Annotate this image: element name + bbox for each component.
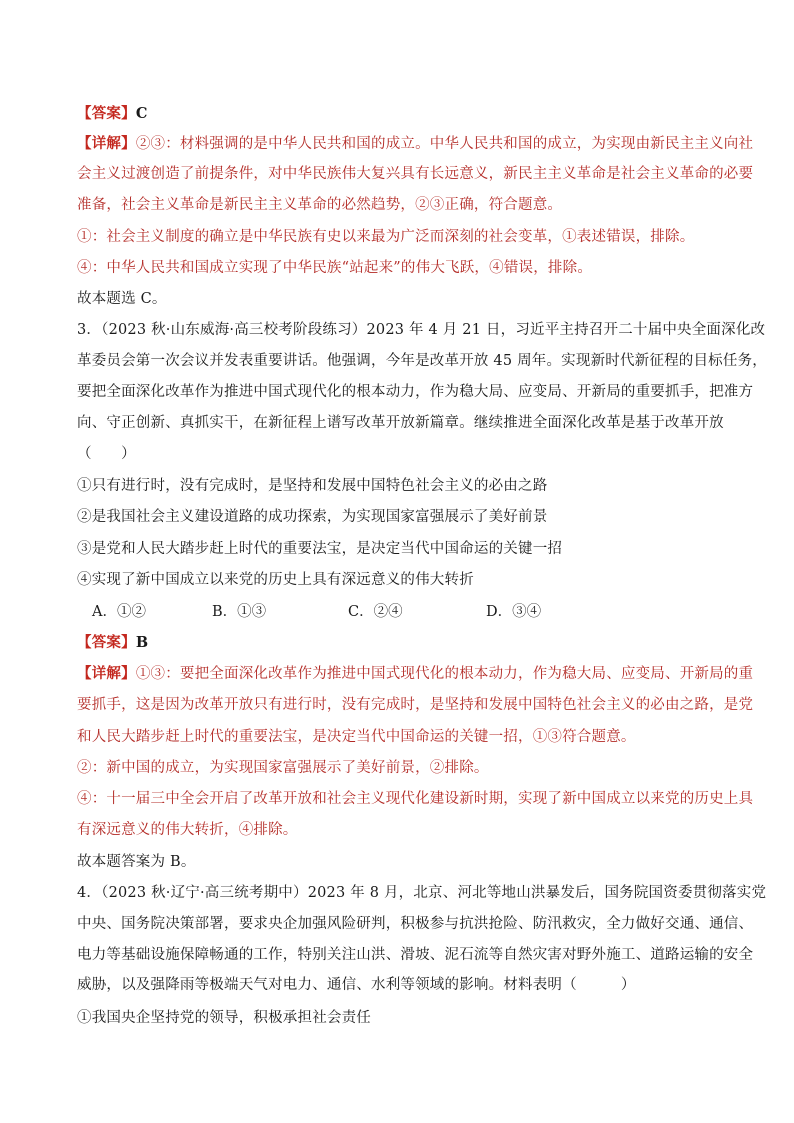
question-3-blank: （ ） [77, 446, 136, 462]
answer-line-3 [77, 633, 727, 653]
question-3-item-1: ①只有进行时，没有完成时，是坚持和发展中国特色社会主义的必由之路 [77, 478, 548, 494]
detail-line-4: ①：社会主义制度的确立是中华民族有史以来最为广泛而深刻的社会变革，①表述错误，排除。 [77, 229, 695, 245]
detail-3-line-2: 要抓手，这是因为改革开放只有进行时，没有完成时，是坚持和发展中国特色社会主义的必由之路，是党 [77, 697, 754, 713]
question-3-line-3: 要把全面深化改革作为推进中国式现代化的根本动力，作为稳大局、应变局、开新局的重要抓手，把准方 [77, 384, 754, 400]
option-a: A．①② [92, 604, 146, 620]
question-4-line-2: 中央、国务院决策部署，要求央企加强风险研判，积极参与抗洪抢险、防汛救灾，全力做好交通、通信、 [77, 916, 754, 932]
detail-text: ①③：要把全面深化改革作为推进中国式现代化的根本动力，作为稳大局、应变局、开新局的重 [135, 666, 754, 682]
answer-line-1 [77, 104, 727, 124]
question-3-line-4: 向、守正创新、真抓实干，在新征程上谱写改革开放新篇章。继续推进全面深化改革是基于改革开放 [77, 415, 724, 431]
detail-line-2: 会主义过渡创造了前提条件，对中华民族伟大复兴具有长远意义，新民主主义革命是社会主义革命的必要 [77, 166, 754, 182]
detail-3-line-4: ②：新中国的成立，为实现国家富强展示了美好前景，②排除。 [77, 760, 489, 776]
detail-line-1 [77, 134, 754, 154]
option-b: B．①③ [212, 604, 267, 620]
question-3-item-3: ③是党和人民大踏步赶上时代的重要法宝，是决定当代中国命运的关键一招 [77, 541, 563, 557]
question-3-item-4: ④实现了新中国成立以来党的历史上具有深远意义的伟大转折 [77, 572, 474, 588]
option-c: C．②④ [348, 604, 403, 620]
detail-3-line-3: 和人民大踏步赶上时代的重要法宝，是决定当代中国命运的关键一招，①③符合题意。 [77, 729, 636, 745]
question-3-item-2: ②是我国社会主义建设道路的成功探索，为实现国家富强展示了美好前景 [77, 509, 548, 525]
answer-label: 【答案】 [77, 634, 136, 651]
detail-label: 【详解】 [77, 665, 136, 682]
question-4-line-3: 电力等基础设施保障畅通的工作，特别关注山洪、滑坡、泥石流等自然灾害对野外施工、道路运输的安全 [77, 947, 754, 963]
detail-line-5: ④：中华人民共和国成立实现了中华民族“站起来”的伟大飞跃，④错误，排除。 [77, 260, 593, 276]
question-4-line-4: 威胁，以及强降雨等极端天气对电力、通信、水利等领域的影响。材料表明（ ） [77, 977, 636, 993]
detail-3-line-5: ④：十一届三中全会开启了改革开放和社会主义现代化建设新时期，实现了新中国成立以来党的历史上具 [77, 791, 754, 807]
detail-text: ②③：材料强调的是中华人民共和国的成立。中华人民共和国的成立，为实现由新民主主义向社 [135, 136, 754, 152]
detail-line-3: 准备，社会主义革命是新民主主义革命的必然趋势，②③正确，符合题意。 [77, 197, 563, 213]
answer-label: 【答案】 [77, 105, 136, 122]
question-3-line-1: 3．（2023 秋·山东威海·高三校考阶段练习）2023 年 4 月 21 日，习近平主持召开二十届中央全面深化改 [77, 322, 766, 338]
answer-value: C [135, 105, 148, 122]
question-4-item-1: ①我国央企坚持党的领导，积极承担社会责任 [77, 1010, 371, 1026]
answer-value: B [135, 634, 149, 651]
conclusion-line-1: 故本题选 C。 [77, 291, 167, 307]
question-4-line-1: 4．（2023 秋·辽宁·高三统考期中）2023 年 8 月，北京、河北等地山洪暴发后，国务院国资委贯彻落实党 [77, 885, 767, 901]
detail-label: 【详解】 [77, 135, 136, 152]
detail-3-line-6: 有深远意义的伟大转折，④排除。 [77, 822, 298, 838]
conclusion-line-3: 故本题答案为 B。 [77, 854, 196, 870]
question-3-line-2: 革委员会第一次会议并发表重要讲话。他强调，今年是改革开放 45 周年。实现新时代新征程的目标任务， [77, 353, 767, 369]
detail-3-line-1 [77, 664, 754, 684]
option-d: D．③④ [486, 604, 542, 620]
